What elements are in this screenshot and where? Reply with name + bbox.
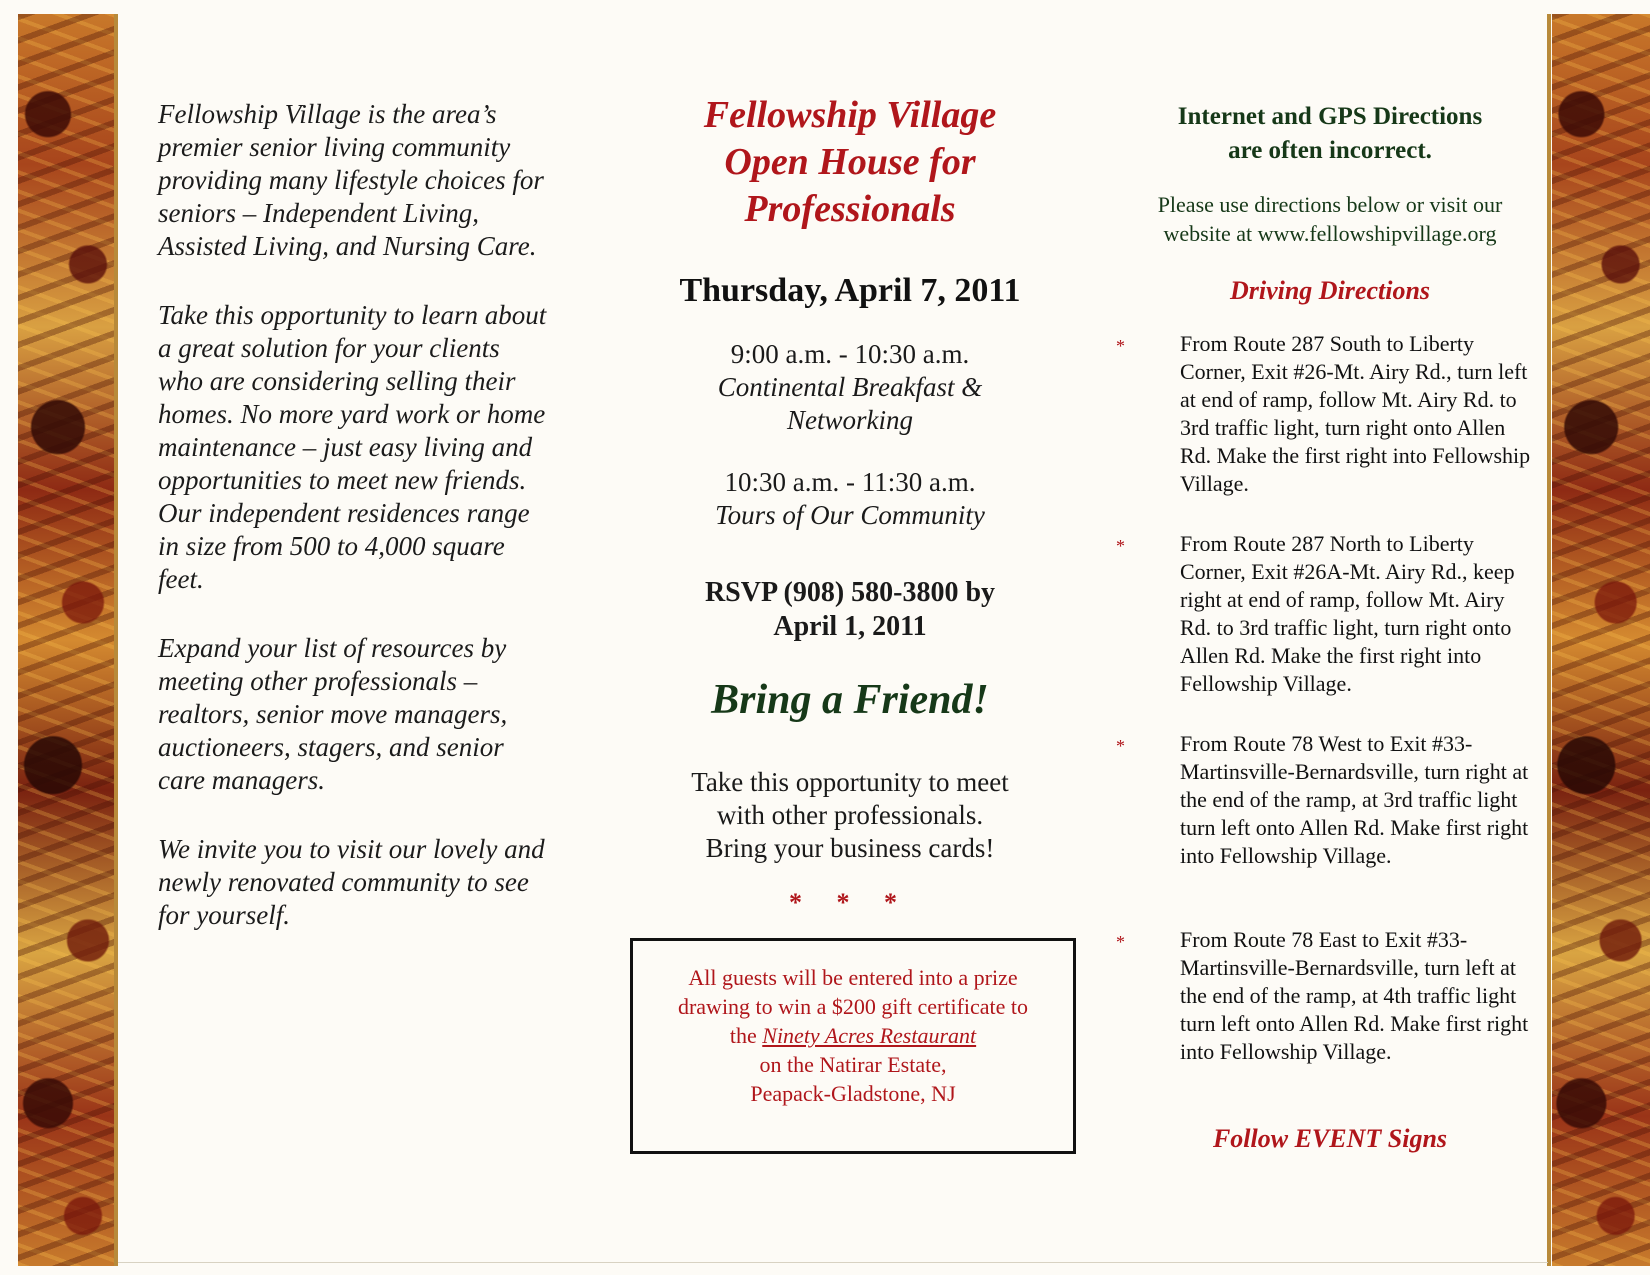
- rsvp-line-1: RSVP (908) 580-3800 by: [704, 577, 996, 608]
- direction-item: [1116, 926, 1540, 1066]
- asterisk-bullet-icon: *: [1116, 932, 1125, 952]
- bottom-divider: [118, 1262, 1548, 1263]
- schedule-item-tours: [600, 466, 1100, 532]
- prize-line-3-prefix: the: [729, 1023, 763, 1048]
- meet-line-3: Bring your business cards!: [705, 833, 995, 863]
- driving-directions-heading: Driving Directions: [1229, 276, 1431, 305]
- direction-text: From Route 287 North to Liberty Corner, Exit #26A-Mt. Airy Rd., keep right at end of ramp, follow Mt. Airy Rd. to 3rd traffic light, turn right onto Allen Rd. Make the first right into Fellowship Village.: [1180, 531, 1515, 696]
- rsvp-info: [600, 576, 1100, 644]
- prize-drawing-box: [630, 938, 1076, 1154]
- please-line-1: Please use directions below or visit our: [1157, 192, 1503, 217]
- opportunity-paragraph: Take this opportunity to learn about a great solution for your clients who are considering selling their homes. No more yard work or home maintenance – just easy living and opportunities to meet new friends. Our independent residences range in size from 500 to 4,000 square feet.: [158, 300, 547, 594]
- schedule-time: 9:00 a.m. - 10:30 a.m.: [730, 339, 970, 369]
- star-divider: * * *: [789, 888, 911, 917]
- website-note: [1130, 190, 1530, 248]
- title-line-3: Professionals: [744, 188, 956, 230]
- please-line-2: website at www.fellowshipvillage.org: [1163, 221, 1497, 246]
- direction-text: From Route 78 West to Exit #33-Martinsville-Bernardsville, turn right at the end of the ramp, at 3rd traffic light turn left onto Allen Rd. Make first right into Fellowship Village.: [1180, 731, 1529, 868]
- rsvp-line-2: April 1, 2011: [773, 611, 927, 642]
- invitation-paragraph: We invite you to visit our lovely and newly renovated community to see for yourself.: [158, 834, 545, 930]
- prize-line-4: on the Natirar Estate,: [759, 1052, 947, 1077]
- title-line-1: Fellowship Village: [703, 94, 997, 136]
- asterisk-bullet-icon: *: [1116, 536, 1125, 556]
- direction-item: [1116, 530, 1540, 698]
- direction-text: From Route 287 South to Liberty Corner, Exit #26-Mt. Airy Rd., turn left at end of ramp, follow Mt. Airy Rd. to 3rd traffic light, turn right onto Allen Rd. Make the first right into Fellowship Village.: [1180, 331, 1531, 496]
- asterisk-bullet-icon: *: [1116, 736, 1125, 756]
- schedule-item-breakfast: [600, 338, 1100, 437]
- schedule-desc: Continental Breakfast & Networking: [717, 372, 983, 435]
- decorative-border-right: [1552, 14, 1650, 1266]
- direction-item: [1116, 730, 1540, 870]
- border-edge-right: [1547, 14, 1551, 1266]
- asterisk-bullet-icon: *: [1116, 336, 1125, 356]
- bring-a-friend-heading: Bring a Friend!: [711, 677, 989, 723]
- meet-line-1: Take this opportunity to meet: [691, 767, 1009, 797]
- prize-line-5: Peapack-Gladstone, NJ: [750, 1081, 956, 1106]
- border-edge-left: [114, 14, 118, 1266]
- restaurant-name: Ninety Acres Restaurant: [762, 1023, 977, 1048]
- prize-line-2: drawing to win a $200 gift certificate to: [677, 994, 1029, 1019]
- event-title: [600, 92, 1100, 233]
- resources-paragraph: Expand your list of resources by meeting other professionals – realtors, senior move managers, auctioneers, stagers, and senior care managers.: [158, 633, 508, 795]
- title-line-2: Open House for: [724, 141, 976, 183]
- warning-line-1: Internet and GPS Directions: [1177, 103, 1483, 130]
- prize-line-1: All guests will be entered into a prize: [688, 965, 1018, 990]
- warning-line-2: are often incorrect.: [1228, 137, 1432, 164]
- gps-warning: [1130, 100, 1530, 168]
- meet-line-2: with other professionals.: [716, 800, 984, 830]
- schedule-time: 10:30 a.m. - 11:30 a.m.: [724, 467, 976, 497]
- meet-professionals-text: [600, 766, 1100, 865]
- schedule-desc: Tours of Our Community: [715, 500, 985, 530]
- follow-event-signs: Follow EVENT Signs: [1212, 1124, 1448, 1153]
- direction-item: [1116, 330, 1540, 498]
- direction-text: From Route 78 East to Exit #33-Martinsville-Bernardsville, turn left at the end of the ramp, at 4th traffic light turn left onto Allen Rd. Make first right into Fellowship Village.: [1180, 927, 1529, 1064]
- decorative-border-left: [18, 14, 118, 1266]
- event-date: Thursday, April 7, 2011: [679, 272, 1021, 309]
- left-column: [158, 98, 548, 968]
- intro-paragraph: Fellowship Village is the area’s premier senior living community providing many lifestyle choices for seniors – Independent Living, Assisted Living, and Nursing Care.: [158, 99, 544, 261]
